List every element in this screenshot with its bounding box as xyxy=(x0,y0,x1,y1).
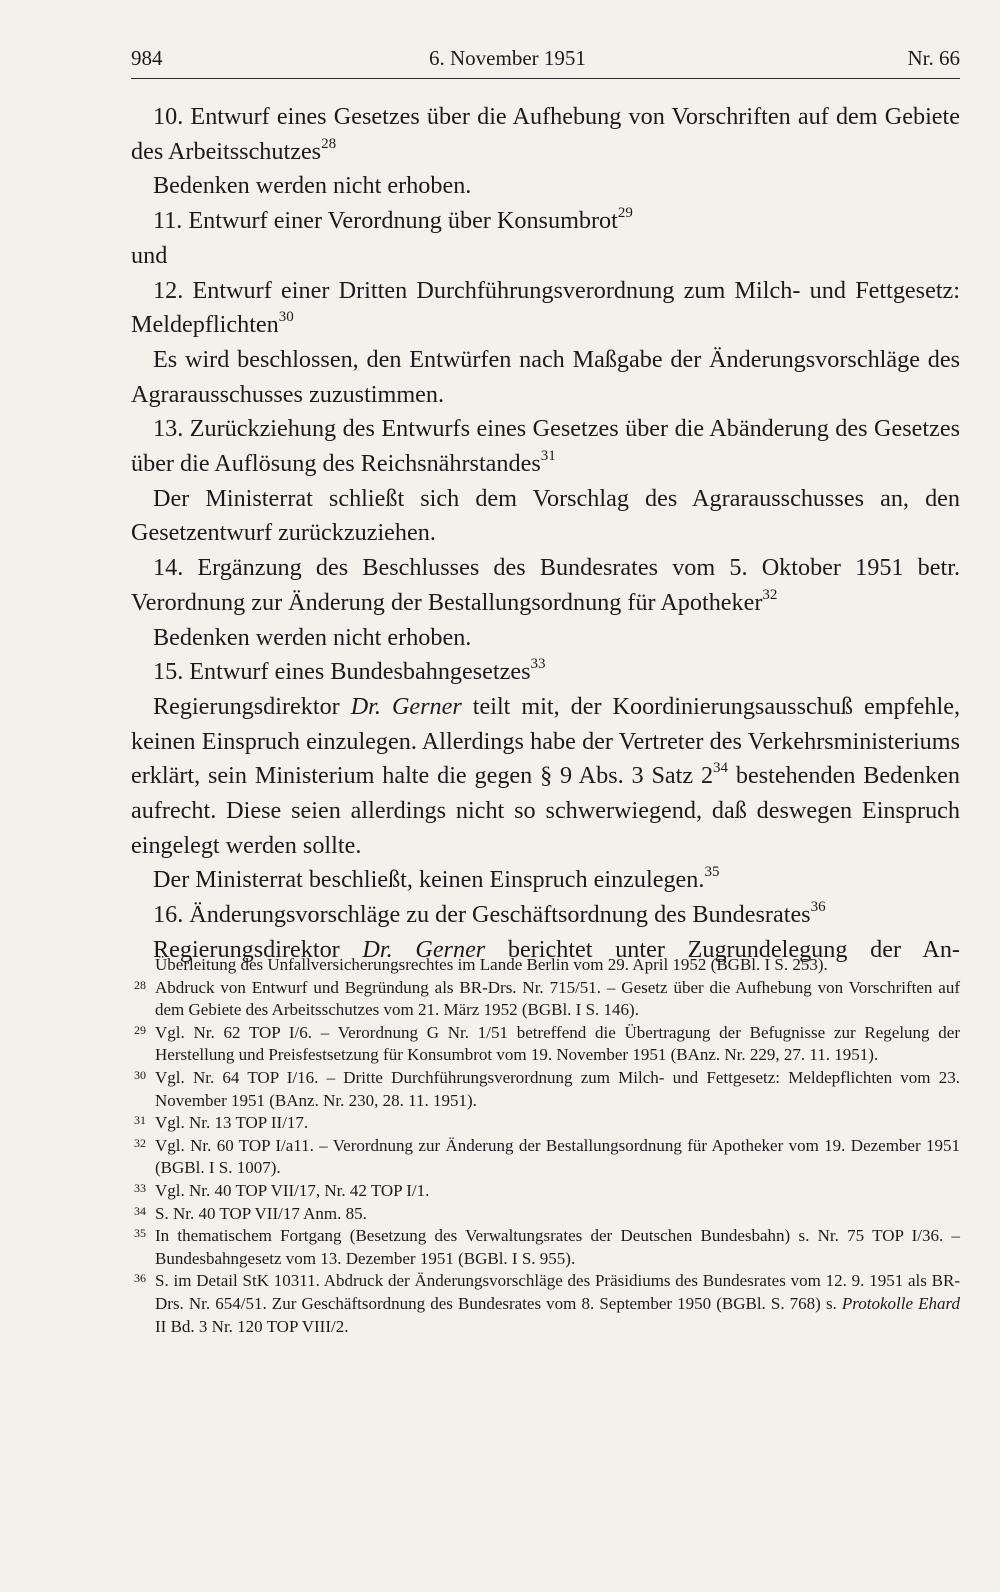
footnote-ref: 32 xyxy=(762,586,778,603)
footnote-number: 30 xyxy=(134,1067,146,1082)
footnote-34 xyxy=(131,1203,960,1226)
footnote-number: 31 xyxy=(134,1113,146,1128)
item-15-report: Regierungsdirektor Dr. Gerner teilt mit, der Koordinierungsausschuß empfehle, keinen Einspruch einzulegen. Allerdings habe der Vertreter des Verkehrsministeriums erklärt, sein Ministerium halte die gegen § 9 Abs. 3 Satz $2^{34}$ bestehenden Bedenken aufrecht. Diese seien allerdings nicht so schwerwiegend, daß deswegen Einspruch eingelegt werden sollte. xyxy=(131,692,961,859)
footnote-36: 36 S. im Detail StK 10311. Abdruck der Änderungsvorschläge des Präsidiums des Bundesrates vom 12. 9. 1951 als BR-Drs. Nr. 654/51. Zur Geschäftsordnung des Bundesrates vom 8. September 1950 (BGBl. S. 768) s. Protokolle Ehard II Bd. 3 Nr. 120 TOP VIII/2. xyxy=(131,1270,960,1338)
item-13-title: 13. Zurückziehung des Entwurfs eines Gesetzes über die Abänderung des Gesetzes über die Auflösung des Reichsnährstandes$^{31}$ xyxy=(131,415,960,478)
footnote-number: 28 xyxy=(134,977,146,992)
footnote-list xyxy=(131,977,960,1271)
footnote-ref: 34 xyxy=(713,760,729,777)
footnote-text: In thematischem Fortgang (Besetzung des Verwaltungsrates der Deutschen Bundesbahn) s. Nr. 75 TOP I/36. – Bundesbahngesetz vom 13. Dezember 1951 (BGBl. I S. 955). xyxy=(155,1226,960,1268)
footnote-text: Vgl. Nr. 13 TOP II/17. xyxy=(155,1113,309,1133)
footnotes xyxy=(131,954,960,1338)
item-10-decision: Bedenken werden nicht erhoben. xyxy=(153,172,472,200)
page-number: 984 xyxy=(131,46,163,70)
footnote-number: 29 xyxy=(134,1022,146,1037)
footnote-31 xyxy=(131,1112,960,1135)
header-date: 6. November 1951 xyxy=(429,46,586,70)
item-14-decision: Bedenken werden nicht erhoben. xyxy=(153,623,472,651)
footnote-33 xyxy=(131,1180,960,1203)
footnote-32 xyxy=(131,1135,960,1180)
footnote-text: Vgl. Nr. 62 TOP I/6. – Verordnung G Nr. 1/51 betreffend die Übertragung der Befugnisse zur Regelung der Herstellung und Preisfestsetzung für Konsumbrot vom 19. November 1951 (BAnz. Nr. 229, 27. 11. 1951). xyxy=(155,1022,960,1065)
footnote-ref: 29 xyxy=(617,205,633,222)
item-15-decision: Der Ministerrat beschließt, keinen Einspruch einzulegen.$^{35}$ xyxy=(153,864,720,894)
item-14-title: 14. Ergänzung des Beschlusses des Bundesrates vom 5. Oktober 1951 betr. Verordnung zur Änderung der Bestallungsordnung für Apotheker$^{32}$ xyxy=(131,554,960,616)
footnote-ref: 36 xyxy=(810,899,826,916)
footnote-text: Vgl. Nr. 40 TOP VII/17, Nr. 42 TOP I/1. xyxy=(155,1180,430,1200)
footnote-text: Abdruck von Entwurf und Begründung als BR-Drs. Nr. 715/51. – Gesetz über die Aufhebung von Vorschriften auf dem Gebiete des Arbeitsschutzes vom 21. März 1952 (BGBl. I S. 146). xyxy=(155,977,960,1020)
footnote-number: 33 xyxy=(134,1180,146,1195)
footnote-ref: 31 xyxy=(540,447,556,464)
footnote-number: 32 xyxy=(134,1135,146,1150)
item-12-decision: Es wird beschlossen, den Entwürfen nach Maßgabe der Änderungsvorschläge des Agrarausschusses zuzustimmen. xyxy=(131,345,960,408)
item-16-title: 16. Änderungsvorschläge zu der Geschäftsordnung des Bundesrates$^{36}$ xyxy=(153,899,826,929)
footnote-text: Vgl. Nr. 64 TOP I/16. – Dritte Durchführungsverordnung zum Milch- und Fettgesetz: Meldepflichten vom 23. November 1951 (BAnz. Nr. 230, 28. 11. 1951). xyxy=(155,1067,960,1110)
footnote-ref: 33 xyxy=(530,656,546,673)
footnote-30 xyxy=(131,1067,960,1112)
running-header xyxy=(131,42,960,79)
footnote-ref: 30 xyxy=(278,309,294,326)
footnote-35 xyxy=(131,1225,960,1270)
footnote-ref: 28 xyxy=(321,135,337,152)
footnote-number: 34 xyxy=(134,1203,146,1218)
item-15-title: 15. Entwurf eines Bundesbahngesetzes$^{33}$ xyxy=(153,656,546,686)
footnote-28 xyxy=(131,977,960,1022)
item-11-title: 11. Entwurf einer Verordnung über Konsumbrot$^{29}$ xyxy=(153,205,633,235)
item-16-report: Regierungsdirektor Dr. Gerner berichtet unter Zugrundelegung der An- xyxy=(153,935,960,963)
footnote-ref: 35 xyxy=(704,864,720,881)
footnote-29 xyxy=(131,1022,960,1067)
header-issue-number: Nr. 66 xyxy=(907,46,960,70)
item-13-decision: Der Ministerrat schließt sich dem Vorschlag des Agrarausschusses an, den Gesetzentwurf zurückzuziehen. xyxy=(131,484,960,547)
footnote-number: 36 xyxy=(134,1271,146,1286)
person-name: Dr. Gerner xyxy=(350,692,462,720)
item-10-title: 10. Entwurf eines Gesetzes über die Aufhebung von Vorschriften auf dem Gebiete des Arbeitsschutzes$^{28}$ xyxy=(131,103,960,165)
footnote-number: 35 xyxy=(134,1226,146,1241)
footnote-text: S. Nr. 40 TOP VII/17 Anm. 85. xyxy=(155,1203,367,1223)
person-name: Dr. Gerner xyxy=(362,935,486,963)
item-11-connector: und xyxy=(131,241,168,269)
main-text xyxy=(131,100,960,968)
item-12-title: 12. Entwurf einer Dritten Durchführungsverordnung zum Milch- und Fettgesetz: Meldepflichten$^{30}$ xyxy=(131,276,960,339)
footnote-text: Vgl. Nr. 60 TOP I/a11. – Verordnung zur Änderung der Bestallungsordnung für Apotheker vom 19. Dezember 1951 (BGBl. I S. 1007). xyxy=(155,1135,960,1178)
footnote-continuation: Überleitung des Unfallversicherungsrechtes im Lande Berlin vom 29. April 1952 (BGBl. I S. 253). xyxy=(155,955,828,974)
